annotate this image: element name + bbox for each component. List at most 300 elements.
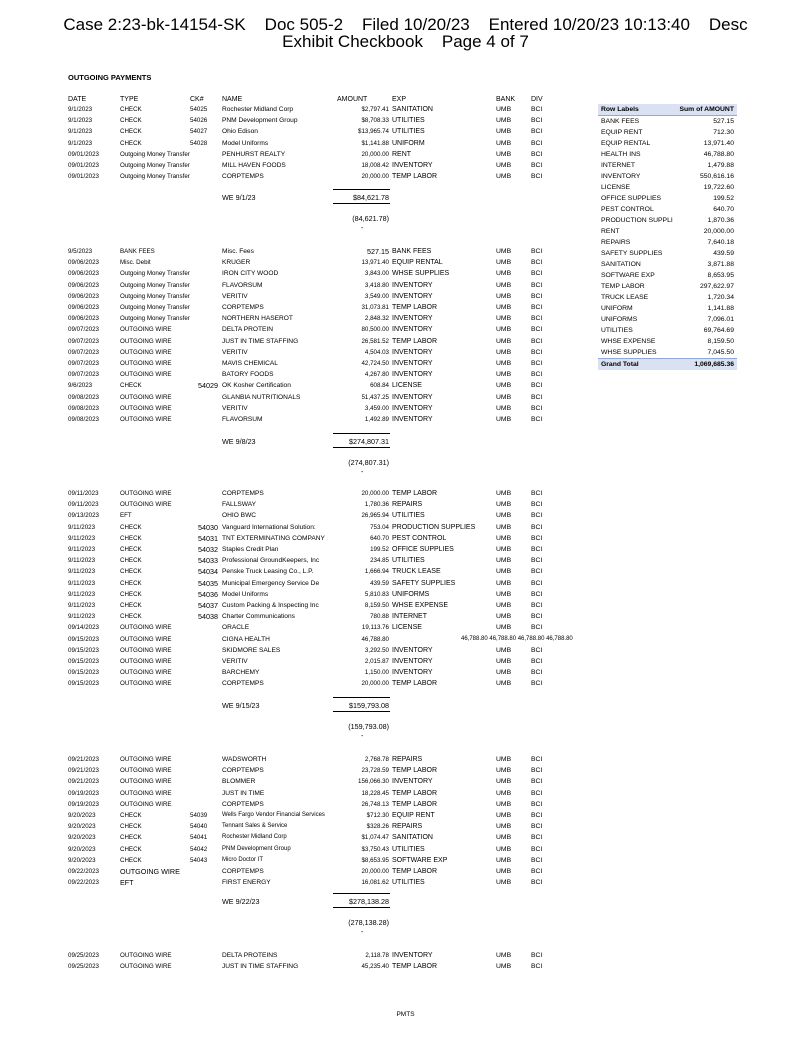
cell-amount: 20,000.00 — [361, 490, 389, 497]
cell-expense: INVENTORY — [392, 658, 433, 665]
cell-expense: INVENTORY — [392, 326, 433, 334]
cell-amount: 3,549.00 — [364, 292, 389, 300]
cell-type: CHECK — [120, 128, 142, 136]
cell-name: Custom Packing & Inspecting Inc — [222, 602, 319, 609]
cell-expense: WHSE EXPENSE — [392, 602, 449, 609]
cell-type: Outgoing Money Transfer — [120, 315, 190, 323]
cell-expense: UTILITIES — [392, 128, 425, 136]
cell-bank: UMB — [496, 523, 512, 531]
cell-div: BCI — [531, 557, 543, 565]
cell-amount: 608.84 — [370, 382, 389, 390]
cell-bank: UMB — [496, 315, 512, 323]
pivot-row-value: 199.52 — [713, 195, 734, 202]
cell-expense: UTILITIES — [392, 879, 425, 887]
cell-amount: 2,015.87 — [364, 658, 389, 665]
pivot-row — [598, 237, 737, 248]
pivot-row — [598, 248, 737, 259]
cell-type: CHECK — [120, 856, 142, 864]
cell-expense: EQUIP RENT — [392, 812, 435, 819]
table-row — [0, 754, 811, 765]
cell-div: BCI — [531, 501, 543, 509]
cell-type: CHECK — [120, 117, 142, 125]
cell-div: BCI — [531, 646, 543, 654]
cell-expense: TEMP LABOR — [392, 800, 437, 808]
pivot-row-label: PRODUCTION SUPPLI — [601, 217, 673, 224]
cell-div: BCI — [531, 856, 543, 864]
cell-check-number: 54038 — [198, 612, 218, 622]
col-div: DIV — [531, 96, 543, 103]
cell-type: OUTGOING WIRE — [120, 624, 172, 632]
cell-div: BCI — [531, 259, 543, 267]
cell-name: Ohio Edison — [222, 128, 258, 136]
week-amount: $274,807.31 — [349, 437, 389, 446]
pivot-row-value: 8,653.95 — [707, 272, 734, 279]
table-row — [0, 667, 811, 678]
cell-name: MAVIS CHEMICAL — [222, 360, 278, 367]
cell-name: OHIO BWC — [222, 512, 257, 520]
cell-expense: SANITATION — [392, 106, 433, 113]
cell-type: OUTGOING WIRE — [120, 789, 172, 797]
table-row — [0, 488, 811, 499]
cell-amount: 26,965.94 — [361, 512, 389, 520]
pivot-row-label: INVENTORY — [601, 173, 641, 180]
cell-date: 09/07/2023 — [68, 326, 99, 334]
cell-bank: UMB — [496, 382, 512, 390]
cell-bank: UMB — [496, 546, 512, 553]
cell-type: OUTGOING WIRE — [120, 756, 172, 763]
table-row — [0, 634, 811, 645]
cell-name: CORPTEMPS — [222, 490, 264, 497]
cell-type: CHECK — [120, 568, 142, 576]
cell-div: BCI — [531, 371, 543, 379]
cell-div: BCI — [531, 579, 543, 587]
cell-amount: 45,235.40 — [361, 963, 389, 971]
cell-expense: INVENTORY — [392, 162, 433, 169]
cell-date: 09/01/2023 — [68, 150, 99, 158]
cell-name: CIGNA HEALTH — [222, 635, 270, 643]
table-row — [0, 589, 811, 600]
cell-bank: UMB — [496, 613, 512, 621]
cell-div: BCI — [531, 523, 543, 531]
pivot-row — [598, 182, 737, 193]
table-row — [0, 950, 811, 961]
table-row — [0, 961, 811, 972]
subtotal-rule — [333, 433, 390, 434]
cell-date: 09/15/2023 — [68, 669, 99, 677]
cell-name: Micro Doctor IT — [222, 856, 264, 863]
cell-bank: UMB — [496, 490, 512, 497]
cell-amount: 1,666.94 — [364, 568, 389, 576]
cell-bank: UMB — [496, 602, 512, 609]
cell-expense: SOFTWARE EXP — [392, 856, 448, 864]
table-row — [0, 622, 811, 633]
cell-expense: INVENTORY — [392, 281, 433, 289]
cell-div: BCI — [531, 248, 543, 255]
cell-amount: 780.88 — [370, 613, 389, 621]
pivot-grand-total — [598, 358, 737, 370]
cell-expense: PRODUCTION SUPPLIES — [392, 523, 476, 531]
subtotal-underline — [333, 203, 390, 204]
cell-div: BCI — [531, 304, 543, 311]
cell-bank: UMB — [496, 669, 512, 677]
cell-check-number: 54037 — [198, 601, 218, 610]
cell-date: 09/08/2023 — [68, 393, 99, 401]
cell-amount: 16,081.62 — [361, 879, 389, 887]
cell-expense: TRUCK LEASE — [392, 568, 441, 576]
cell-bank: UMB — [496, 534, 512, 542]
pivot-row — [598, 259, 737, 270]
cell-bank: UMB — [496, 270, 512, 278]
cell-amount: 156,066.30 — [358, 778, 389, 786]
cell-date: 09/08/2023 — [68, 404, 99, 412]
cell-name: KRUGER — [222, 259, 251, 267]
cell-div: BCI — [531, 590, 543, 598]
cell-check-number: 54042 — [190, 845, 208, 853]
cell-date: 9/20/2023 — [68, 856, 96, 864]
cell-amount: 234.85 — [370, 557, 389, 565]
subtotal-rule — [333, 893, 390, 894]
cell-bank: UMB — [496, 371, 512, 379]
cell-type: CHECK — [120, 823, 142, 831]
pivot-row — [598, 127, 737, 138]
cell-date: 09/15/2023 — [68, 635, 99, 643]
cell-div: BCI — [531, 823, 543, 831]
cell-type: OUTGOING WIRE — [120, 635, 172, 643]
pivot-row-label: RENT — [601, 228, 620, 235]
cell-date: 9/5/2023 — [68, 248, 93, 255]
cell-expense: INVENTORY — [392, 371, 433, 379]
cell-amount: $8,708.33 — [361, 117, 389, 125]
cell-expense: INVENTORY — [392, 952, 433, 959]
cell-amount: 51,437.25 — [361, 393, 389, 401]
cell-bank: UMB — [496, 646, 512, 654]
cell-div: BCI — [531, 669, 543, 677]
week-dash: - — [361, 733, 364, 740]
table-row — [0, 600, 811, 611]
cell-date: 9/20/2023 — [68, 812, 96, 819]
cell-type: Outgoing Money Transfer — [120, 270, 190, 278]
cell-bank: UMB — [496, 856, 512, 864]
cell-amount: 23,728.59 — [361, 767, 389, 775]
cell-type: OUTGOING WIRE — [120, 337, 172, 345]
table-row — [0, 788, 811, 799]
cell-amount: 42,724.50 — [361, 360, 389, 367]
cell-amount: 3,459.00 — [364, 404, 389, 412]
cell-expense: UTILITIES — [392, 845, 425, 853]
case-header-line: Case 2:23-bk-14154-SK Doc 505-2 Filed 10/20/23 Entered 10/20/23 10:13:40 Desc — [63, 15, 748, 34]
cell-name: DELTA PROTEINS — [222, 952, 278, 959]
pivot-row-label: EQUIP RENT — [601, 129, 643, 136]
cell-name: Penske Truck Leasing Co., L.P. — [222, 568, 314, 576]
cell-date: 09/19/2023 — [68, 800, 99, 808]
cell-date: 09/08/2023 — [68, 416, 99, 423]
cell-date: 9/11/2023 — [68, 613, 96, 621]
cell-name: CORPTEMPS — [222, 680, 264, 688]
cell-expense: INVENTORY — [392, 404, 433, 412]
cell-name: FLAVORSUM — [222, 281, 263, 289]
cell-div: BCI — [531, 337, 543, 345]
cell-amount: 3,292.50 — [364, 646, 389, 654]
cell-date: 09/19/2023 — [68, 789, 99, 797]
cell-bank: UMB — [496, 812, 512, 819]
pivot-row — [598, 336, 737, 347]
cell-div: BCI — [531, 139, 543, 147]
cell-type: EFT — [120, 878, 134, 888]
cell-name: CORPTEMPS — [222, 800, 264, 808]
cell-bank: UMB — [496, 248, 512, 255]
cell-type: OUTGOING WIRE — [120, 680, 172, 688]
cell-name: PNM Development Group — [222, 117, 298, 125]
cell-date: 09/22/2023 — [68, 879, 99, 887]
cell-amount: 1,780.36 — [364, 501, 389, 509]
cell-expense: TEMP LABOR — [392, 789, 437, 797]
cell-expense: INVENTORY — [392, 292, 433, 300]
pivot-row-value: 7,096.01 — [707, 316, 734, 323]
subtotal-underline — [333, 711, 390, 712]
cell-name: BLOMMER — [222, 778, 256, 786]
cell-type: CHECK — [120, 602, 142, 609]
cell-date: 09/21/2023 — [68, 767, 99, 775]
cell-date: 09/07/2023 — [68, 348, 99, 356]
cell-check-number: 54030 — [198, 522, 218, 532]
table-row — [0, 866, 811, 877]
pivot-row-label: WHSE SUPPLIES — [601, 349, 657, 356]
cell-type: OUTGOING WIRE — [120, 326, 172, 334]
cell-type: OUTGOING WIRE — [120, 646, 172, 654]
cell-date: 09/11/2023 — [68, 490, 99, 497]
cell-check-number: 54025 — [190, 106, 208, 113]
week-label: WE 9/15/23 — [222, 701, 260, 710]
cell-bank: UMB — [496, 879, 512, 887]
cell-date: 9/11/2023 — [68, 568, 96, 576]
cell-bank: UMB — [496, 868, 512, 875]
cell-expense: PEST CONTROL — [392, 534, 447, 542]
cell-name: Rochester Midland Corp — [222, 834, 287, 841]
cell-expense: INVENTORY — [392, 348, 433, 356]
cell-type: OUTGOING WIRE — [120, 404, 172, 412]
cell-name: Model Uniforms — [222, 590, 269, 598]
cell-expense: REPAIRS — [392, 501, 423, 509]
col-exp: EXP — [392, 96, 407, 103]
table-row — [0, 855, 811, 866]
cell-bank: UMB — [496, 501, 512, 509]
cell-date: 09/01/2023 — [68, 162, 99, 169]
cell-check-number: 54031 — [198, 533, 218, 543]
cell-bank: UMB — [496, 281, 512, 289]
cell-date: 9/20/2023 — [68, 823, 96, 831]
cell-type: CHECK — [120, 590, 142, 598]
cell-bank: UMB — [496, 348, 512, 356]
pivot-row-value: 3,871.88 — [707, 261, 734, 268]
table-row — [0, 578, 811, 589]
week-negative: (84,621.78) — [352, 214, 389, 223]
cell-bank: UMB — [496, 658, 512, 665]
cell-bank: UMB — [496, 106, 512, 113]
cell-amount: 19,113.76 — [361, 624, 389, 632]
cell-bank: UMB — [496, 512, 512, 520]
cell-expense: UTILITIES — [392, 117, 425, 125]
cell-date: 09/15/2023 — [68, 680, 99, 688]
cell-type: CHECK — [120, 139, 142, 147]
cell-type: CHECK — [120, 579, 142, 587]
cell-expense: WHSE SUPPLIES — [392, 270, 450, 278]
cell-expense: UNIFORM — [392, 139, 425, 147]
pivot-row-value: 1,870.36 — [707, 217, 734, 224]
pivot-row-label: SANITATION — [601, 261, 641, 268]
pivot-row-value: 20,000.00 — [703, 228, 734, 235]
cell-amount: 20,000.00 — [361, 173, 389, 181]
cell-bank: UMB — [496, 624, 512, 632]
cell-amount: 31,073.81 — [361, 304, 389, 311]
cell-amount: 753.04 — [370, 523, 389, 531]
cell-amount: 439.59 — [370, 579, 389, 587]
pivot-row-value: 1,141.88 — [707, 305, 734, 312]
pivot-row — [598, 215, 737, 226]
col-ck: CK# — [190, 96, 204, 103]
pivot-summary-table — [598, 104, 737, 370]
col-date: DATE — [68, 96, 87, 103]
cell-amount: 3,418.80 — [364, 281, 389, 289]
cell-div: BCI — [531, 963, 543, 971]
cell-type: Outgoing Money Transfer — [120, 281, 190, 289]
cell-bank: UMB — [496, 150, 512, 158]
week-label: WE 9/1/23 — [222, 193, 256, 202]
pivot-row-value: 46,788.80 — [703, 151, 734, 158]
cell-name: CORPTEMPS — [222, 767, 264, 775]
cell-bank: UMB — [496, 680, 512, 688]
pivot-row-value: 19,722.60 — [703, 184, 734, 191]
pivot-row — [598, 160, 737, 171]
pivot-row-value: 297,622.97 — [699, 283, 734, 290]
cell-amount: 20,000.00 — [361, 680, 389, 688]
cell-bank: UMB — [496, 360, 512, 367]
cell-amount: 46,788.80 — [361, 635, 389, 643]
cell-type: Outgoing Money Transfer — [120, 304, 190, 311]
cell-date: 9/11/2023 — [68, 534, 96, 542]
cell-amount: 4,267.80 — [364, 371, 389, 379]
cell-amount: 1,150.00 — [364, 669, 389, 677]
cell-date: 9/1/2023 — [68, 117, 93, 125]
pivot-row — [598, 292, 737, 303]
cell-amount: 26,581.52 — [361, 337, 389, 345]
subtotal-underline — [333, 907, 390, 908]
cell-bank: UMB — [496, 767, 512, 775]
cell-bank: UMB — [496, 557, 512, 565]
cell-div: BCI — [531, 281, 543, 289]
cell-bank: UMB — [496, 117, 512, 125]
cell-div: BCI — [531, 292, 543, 300]
cell-expense: OFFICE SUPPLIES — [392, 546, 454, 553]
cell-type: Outgoing Money Transfer — [120, 173, 190, 181]
cell-div: BCI — [531, 173, 543, 181]
table-row — [0, 533, 811, 544]
cell-name: VERITIV — [222, 404, 248, 412]
cell-bank: UMB — [496, 823, 512, 831]
cell-date: 09/07/2023 — [68, 360, 99, 367]
cell-div: BCI — [531, 879, 543, 887]
pivot-row-label: INTERNET — [601, 162, 635, 169]
pivot-row — [598, 138, 737, 149]
exhibit-header-line: Exhibit Checkbook Page 4 of 7 — [282, 32, 529, 51]
pivot-row-value: 1,720.34 — [707, 294, 734, 301]
cell-date: 9/11/2023 — [68, 557, 96, 565]
pivot-row-label: TRUCK LEASE — [601, 294, 649, 301]
cell-bank: UMB — [496, 963, 512, 971]
cell-div: BCI — [531, 812, 543, 819]
cell-date: 9/11/2023 — [68, 523, 96, 531]
cell-amount: $712.30 — [366, 812, 389, 819]
cell-expense: UTILITIES — [392, 512, 425, 520]
cell-type: Outgoing Money Transfer — [120, 292, 190, 300]
pivot-row-label: SOFTWARE EXP — [601, 272, 655, 279]
cell-amount: 2,848.32 — [364, 315, 389, 323]
cell-name: Staples Credit Plan — [222, 546, 279, 553]
pivot-row — [598, 347, 737, 358]
pivot-total-label: Grand Total — [601, 361, 639, 368]
week-dash: - — [361, 225, 364, 232]
cell-expense: TEMP LABOR — [392, 173, 437, 181]
cell-amount: 8,159.50 — [364, 602, 389, 609]
cell-name: Rochester Midland Corp — [222, 106, 294, 113]
cell-type: CHECK — [120, 613, 142, 621]
subtotal-rule — [333, 697, 390, 698]
cell-div: BCI — [531, 834, 543, 842]
cell-div: BCI — [531, 568, 543, 576]
cell-div: BCI — [531, 845, 543, 853]
cell-name: JUST IN TIME STAFFING — [222, 963, 299, 971]
cell-bank: UMB — [496, 173, 512, 181]
cell-name: GLANBIA NUTRITIONALS — [222, 393, 301, 401]
table-row — [0, 499, 811, 510]
cell-type: CHECK — [120, 106, 142, 113]
cell-bank: UMB — [496, 789, 512, 797]
cell-div: BCI — [531, 546, 543, 553]
week-negative: (159,793.08) — [348, 722, 389, 731]
cell-check-number: 54036 — [198, 589, 218, 599]
pivot-row-label: WHSE EXPENSE — [601, 338, 656, 345]
cell-date: 9/20/2023 — [68, 834, 96, 842]
cell-div: BCI — [531, 658, 543, 665]
cell-amount: 640.70 — [370, 534, 389, 542]
table-row — [0, 522, 811, 533]
cell-expense: REPAIRS — [392, 823, 423, 831]
cell-expense: INVENTORY — [392, 393, 433, 401]
cell-name: Misc. Fees — [222, 248, 254, 255]
pivot-row-value: 7,640.18 — [707, 239, 734, 246]
cell-bank: UMB — [496, 139, 512, 147]
table-row — [0, 544, 811, 555]
cell-div: BCI — [531, 534, 543, 542]
cell-bank: UMB — [496, 416, 512, 423]
pivot-row — [598, 270, 737, 281]
cell-name: FIRST ENERGY — [222, 879, 271, 887]
cell-type: CHECK — [120, 834, 142, 842]
cell-div: BCI — [531, 393, 543, 401]
pivot-header — [598, 104, 737, 116]
pivot-row — [598, 314, 737, 325]
cell-name: WADSWORTH — [222, 756, 267, 763]
week-amount: $159,793.08 — [349, 701, 389, 710]
table-row — [0, 611, 811, 622]
cell-amount: 26,748.13 — [361, 800, 389, 808]
cell-name: CORPTEMPS — [222, 173, 264, 181]
cell-name: PNM Development Group — [222, 845, 291, 852]
cell-type: OUTGOING WIRE — [120, 490, 172, 497]
cell-bank: UMB — [496, 128, 512, 136]
table-row — [0, 765, 811, 776]
cell-name: Municipal Emergency Service De — [222, 579, 320, 587]
cell-expense: UTILITIES — [392, 557, 425, 565]
